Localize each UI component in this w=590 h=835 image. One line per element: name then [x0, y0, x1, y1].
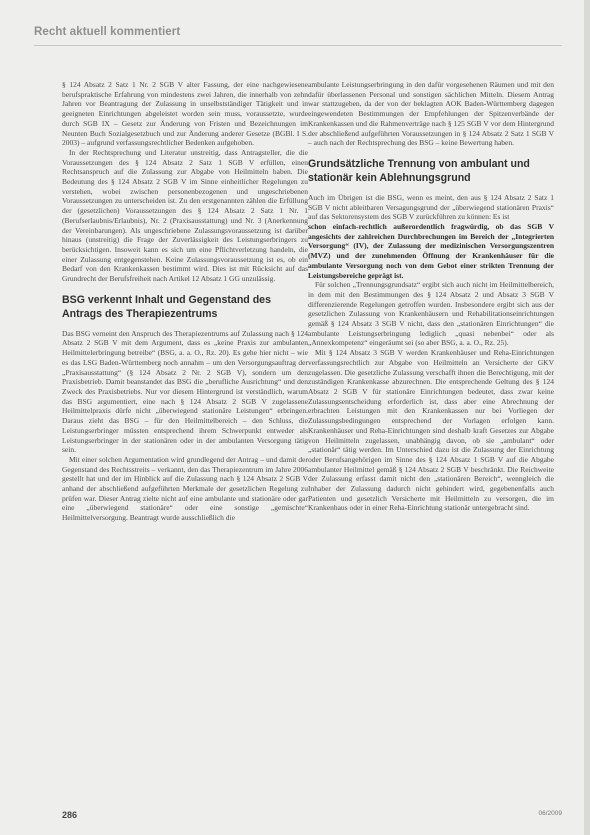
- page-edge-shadow: [584, 0, 590, 835]
- right-paragraph: Mit § 124 Absatz 3 SGB V werden Krankenhäuser und Reha-Einrichtungen verfassungsrechtlich zur Abgabe von Heilmitteln an Versicherte der GKV zugelassen. Die gesetzliche Zulassung verschafft ihnen die Berechtigung, mit der zuständigen Krankenkasse abzurechnen. Die entsprechende Geltung des § 124 Absatz 2 SGB V für stationäre Einrichtungen bedeutet, dass zwar keine Zulassungsentscheidung erforderlich ist, dass aber eine Abrechnung der erbrachten Leistungen mit den Krankenkassen nur bei Vorliegen der Zulassungsbedingungen entsprechend der Vorlagen erfolgen kann. Krankenhäuser und Reha-Einrichtungen sind deshalb kraft Gesetzes zur Abgabe von Heilmitteln zugelassen, unabhängig davon, ob sie „ambulant“ oder „stationär“ tätig werden. Im Unterschied dazu ist die Zulassung der Einrichtung oder Berufsangehörigen im Sinne des § 124 Absatz 1 SGB V auf die Abgabe ambulanter Heilmittel gemäß § 124 Absatz 2 SGB V beschränkt. Die Reichweite der Zulassung erfasst damit nicht den „stationären Bereich“, wenngleich die Inhaber der Zulassung dadurch nicht gehindert wird, gegebenenfalls auch Patienten und gesetzlich Versicherte mit Heilmitteln zu versorgen, die im Krankenhaus oder in einer Reha-Einrichtung stationär untergebracht sind.: [308, 348, 554, 513]
- header-rule: [34, 45, 562, 46]
- right-paragraph: ambulante Leistungserbringung in den dafür vorgesehenen Räumen und mit den dafür überlassenen Personal und sonstigen sächlichen Mitteln. Diesem Antrag war stattzugeben, da der von der beklagten AOK Baden-Württemberg dagegen eingewendeten Bestimmungen der Empfehlungen der Spitzenverbände der Krankenkassen und die Rahmenverträge nach § 125 SGB V vor dem Hintergrund der abschließend aufgeführten Voraussetzungen in § 124 Absatz 2 Satz 1 SGB V – auch nach der Rechtsprechung des BSG – keine Bewertung haben.: [308, 80, 554, 148]
- left-paragraph: Mit einer solchen Argumentation wird grundlegend der Antrag – und damit der Gegenstand des Rechtsstreits – verkannt, den das Therapiezentrum im Jahre 2006 gestellt hat und der im Hinblick auf die Zulassung nach § 124 Absatz 2 SGB V anhand der abschließend aufgeführten Merkmale der gesetzlichen Regelung zu prüfen war. Dieser Antrag zielte nicht auf eine ambulante und stationäre oder gar eine „überwiegend stationäre“ oder eine sonstige „gemischte“ Heilmittelversorgung. Beantragt wurde ausschließlich die: [62, 454, 308, 523]
- left-paragraph: In der Rechtsprechung und Literatur unstreitig, dass Antragsteller, die die Voraussetzungen des § 124 Absatz 2 Satz 1 SGB V erfüllen, einen Rechtsanspruch auf die Zulassung zur Abgabe von Heilmitteln haben. Die Bedeutung des § 124 Absatz 2 SGB V im Sinne einheitlicher Regelungen zu verstehen, wobei zwischen personenbezogenen und ungeschriebenen Voraussetzungen zu unterscheiden ist. Zu den erstgenannten zählen die Erfüllung der (gesetzlichen) Voraussetzungen des § 124 Absatz 2 Satz 1 Nr. 1 (Berufserlaubnis/Erlaubnis), Nr. 2 (Praxisausstattung) und Nr. 3 (Anerkennung der Vereinbarungen). Als ungeschriebene Zulassungsvoraussetzung ist darüber hinaus (unstreitig) die Frage der Zuverlässigkeit des Leistungserbringers zu berücksichtigen. Insoweit kann es sich um eine Pflichtverletzung handeln, die einer Zulassung entgegenstehen. Keine Zulassungsvoraussetzung ist es, ob ein Bedarf von den Krankenkassen bestimmt wird. Dies ist mit Rücksicht auf das Grundrecht der Berufsfreiheit nach Artikel 12 Absatz 1 GG unzulässig.: [62, 147, 308, 284]
- left-paragraph: § 124 Absatz 2 Satz 1 Nr. 2 SGB V alter Fassung, der eine nachgewiesene berufspraktische Erfahrung von mindestens zwei Jahren, die innerhalb von zehn Jahren vor Beantragung der Zulassung in unselbstständiger Tätigkeit und in geeigneten Einrichtungen abgeleistet worden sein muss, voraussetzte, wurde durch SGB IX – Gesetz zur Änderung von Fristen und Bezeichnungen im Neunten Buch Sozialgesetzbuch und zur Änderung anderer Gesetze (BGBl. I S. 2003) – aufgrund verfassungsrechtlicher Bedenken aufgehoben.: [62, 80, 308, 148]
- left-column: [62, 80, 308, 523]
- right-heading: Grundsätzliche Trennung von ambulant und stationär kein Ablehnungsgrund: [308, 157, 530, 184]
- left-heading: BSG verkennt Inhalt und Gegenstand des Antrags des Therapiezentrums: [62, 293, 271, 320]
- page-number: 286: [62, 810, 78, 820]
- right-paragraph: Auch im Übrigen ist die BSG, wenn es meint, den aus § 124 Absatz 2 Satz 1 SGB V nicht ableitbaren Versagungsgrund der „überwiegend stationären Praxis“ auf das Sektorensystem des SGB V zurückführen zu können: Es ist: [308, 192, 554, 222]
- right-bold-paragraph: schon einfach-rechtlich außerordentlich fragwürdig, ob das SGB V angesichts der zahlreichen Durchbrechungen im Bereich der „Integrierten Versorgung“ (IV), der Zulassung der medizinischen Versorgungszentren (MVZ) und der zunehmenden Öffnung der Krankenhäuser für die ambulante Versorgung noch von dem Gebot einer strikten Trennung der Leistungsbereiche geprägt ist.: [308, 222, 554, 280]
- issue-label: 06/2009: [538, 810, 562, 817]
- right-paragraph: Für solchen „Trennungsgrundsatz“ ergibt sich auch nicht im Heilmittelbereich, in dem mit den Bestimmungen des § 124 Absatz 2 und Absatz 3 SGB V differenzierende Regelungen getroffen wurden. Insbesondere ergibt sich aus der gesetzlichen Zulassung von Krankenhäusern und Rehabilitationseinrichtungen gemäß § 124 Absatz 3 SGB V nicht, dass den „stationären Einrichtungen“ die ambulante Leistungserbringung lediglich „quasi nebenbei“ oder als „Annexkompetenz“ eingeräumt sei (so aber BSG, a. a. O., Rz. 25).: [308, 280, 554, 348]
- right-column: [308, 80, 554, 513]
- left-paragraph: Das BSG verneint den Anspruch des Therapiezentrums auf Zulassung nach § 124 Absatz 2 SGB V mit dem Argument, dass es „keine Praxis zur ambulanten Heilmittelerbringung betreibe“ (BSG, a. a. O., Rz. 20). Es gehe hier nicht – wie es das LSG Baden-Württemberg noch annahm – um den Versorgungsauftrag der „Praxisausstattung“ (§ 124 Absatz 2 Nr. 2 SGB V), sondern um den Praxisbetrieb. Damit beanstandet das BSG die „berufliche Ausrichtung“ und den Zweck des Praxisbetriebs. Nur vor diesem Hintergrund ist verständlich, warum das BSG argumentiert, eine nach § 124 Absatz 2 SGB V zugelassene Heilmittelpraxis dürfe nicht „überwiegend stationäre Leistungen“ erbringen. Daraus zieht das BSG – für den Heilmittelbereich – den Schluss, die Leistungserbringer müssten entsprechend ihrem Schwerpunkt entweder als Leistungserbringer in der stationären oder in der ambulanten Versorgung tätig sein.: [62, 328, 308, 455]
- section-header: Recht aktuell kommentiert: [34, 26, 181, 38]
